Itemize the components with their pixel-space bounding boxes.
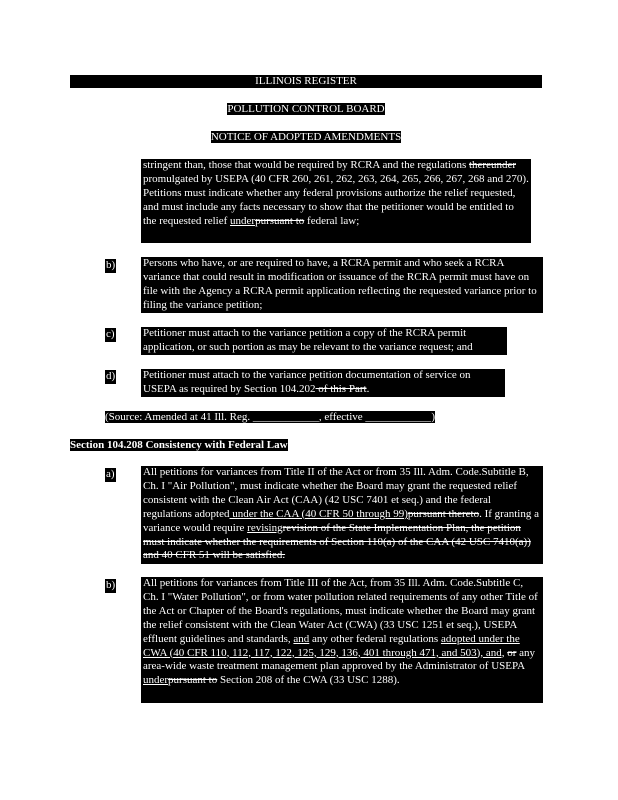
paragraph-d bbox=[141, 369, 505, 397]
header-board bbox=[70, 103, 542, 117]
text: federal law; bbox=[304, 214, 360, 227]
section-paragraph-b bbox=[141, 577, 543, 703]
text: Persons who have, or are required to have, a RCRA permit and who seek a RCRA variance that could result in modification or issuance of the RCRA permit must have on file with the Agency a RCRA permit application reflecting the requested variance prior to filing the variance petition; bbox=[143, 257, 537, 311]
paragraph-b bbox=[141, 257, 543, 313]
text: any other federal regulations bbox=[309, 632, 441, 645]
inserted-text: and bbox=[293, 632, 310, 645]
deleted-text: revision of the State Implementation Plan, the petition must indicate whether the requirements of Section 110(a) of the CAA (42 USC 7410(a)) and 40 CFR 51 will be satisfied. bbox=[143, 521, 531, 562]
text: Section 208 of the CWA (33 USC 1288). bbox=[217, 674, 400, 687]
text: promulgated by USEPA (40 CFR 260, 261, 262, 263, 264, 265, 266, 267, 268 and 270). Petitions must indicate whether any federal provisions authorize the relief requested, and must include any facts necessary to show that the petitioner would be entitled to the requested relief bbox=[143, 172, 529, 227]
inserted-text: adopted under the CWA (40 CFR 110, 112, 117, 122, 125, 129, 136, 401 through 471, and 503), and, bbox=[143, 632, 520, 659]
text: ) bbox=[431, 411, 436, 423]
text: (Source: Amended at 41 Ill. Reg. bbox=[105, 411, 253, 423]
label-c: c) bbox=[106, 328, 115, 340]
deleted-text: or bbox=[507, 646, 517, 659]
section-title bbox=[70, 439, 288, 453]
text: stringent than, those that would be required by RCRA and the regulations bbox=[143, 159, 469, 171]
inserted-text: under bbox=[143, 674, 169, 687]
header-register bbox=[70, 75, 542, 89]
section-paragraph-a bbox=[141, 466, 543, 564]
blank-date: ____________ bbox=[252, 411, 319, 423]
text: Petitioner must attach to the variance petition documentation of service on USEPA as required by Section 104.202 bbox=[143, 369, 471, 395]
label-d: d) bbox=[106, 370, 116, 382]
text: Petitioner must attach to the variance petition a copy of the RCRA permit application, or such portion as may be relevant to the variance request; and bbox=[143, 327, 473, 353]
inserted-text: under the CAA (40 CFR 50 through 99) bbox=[229, 507, 408, 520]
header-line1: ILLINOIS REGISTER bbox=[255, 75, 357, 87]
text: any area-wide waste treatment management plan approved by the Administrator of USEPA bbox=[143, 646, 536, 673]
inserted-text: revising bbox=[247, 521, 283, 534]
text: . If granting a variance would require bbox=[143, 507, 539, 534]
deleted-text: thereunder bbox=[468, 159, 517, 171]
blank-date: ____________ bbox=[365, 411, 432, 423]
section-title-text: Section 104.208 Consistency with Federal Law bbox=[70, 439, 288, 451]
text: , effective bbox=[318, 411, 366, 423]
deleted-text: pursuant thereto bbox=[407, 507, 480, 520]
label-b2: b) bbox=[106, 579, 116, 591]
text: . bbox=[366, 382, 370, 395]
deleted-text: of this Part bbox=[315, 382, 367, 395]
deleted-text: pursuant to bbox=[255, 214, 305, 227]
deleted-text: pursuant to bbox=[168, 674, 218, 687]
label-a: a) bbox=[106, 468, 115, 480]
header-line2: POLLUTION CONTROL BOARD bbox=[227, 103, 385, 115]
paragraph-c bbox=[141, 327, 507, 355]
label-b: b) bbox=[106, 259, 116, 271]
header-line3: NOTICE OF ADOPTED AMENDMENTS bbox=[210, 131, 402, 143]
header-notice bbox=[70, 131, 542, 145]
inserted-text: under bbox=[230, 214, 256, 227]
text: All petitions for variances from Title II of the Act or from 35 Ill. Adm. Code.Subtitle B, Ch. I "Air Pollution", must indicate whether the Board may grant the requested relief consistent with the Clean Air Act (CAA) (42 USC 7401 et seq.) and the federal regulations adopted bbox=[143, 466, 529, 520]
source-line bbox=[105, 411, 435, 425]
paragraph-continued bbox=[141, 159, 531, 243]
text: All petitions for variances from Title III of the Act, from 35 Ill. Adm. Code.Subtitle C, Ch. I "Water Pollution", or from water pollution related requirements of any other Title of the Act or Chapter of the Board's regulations, must indicate whether the Board may grant the relief consistent with the Clean Water Act (CWA) (33 USC 1251 et seq.), USEPA effluent guidelines and standards, bbox=[143, 577, 538, 645]
